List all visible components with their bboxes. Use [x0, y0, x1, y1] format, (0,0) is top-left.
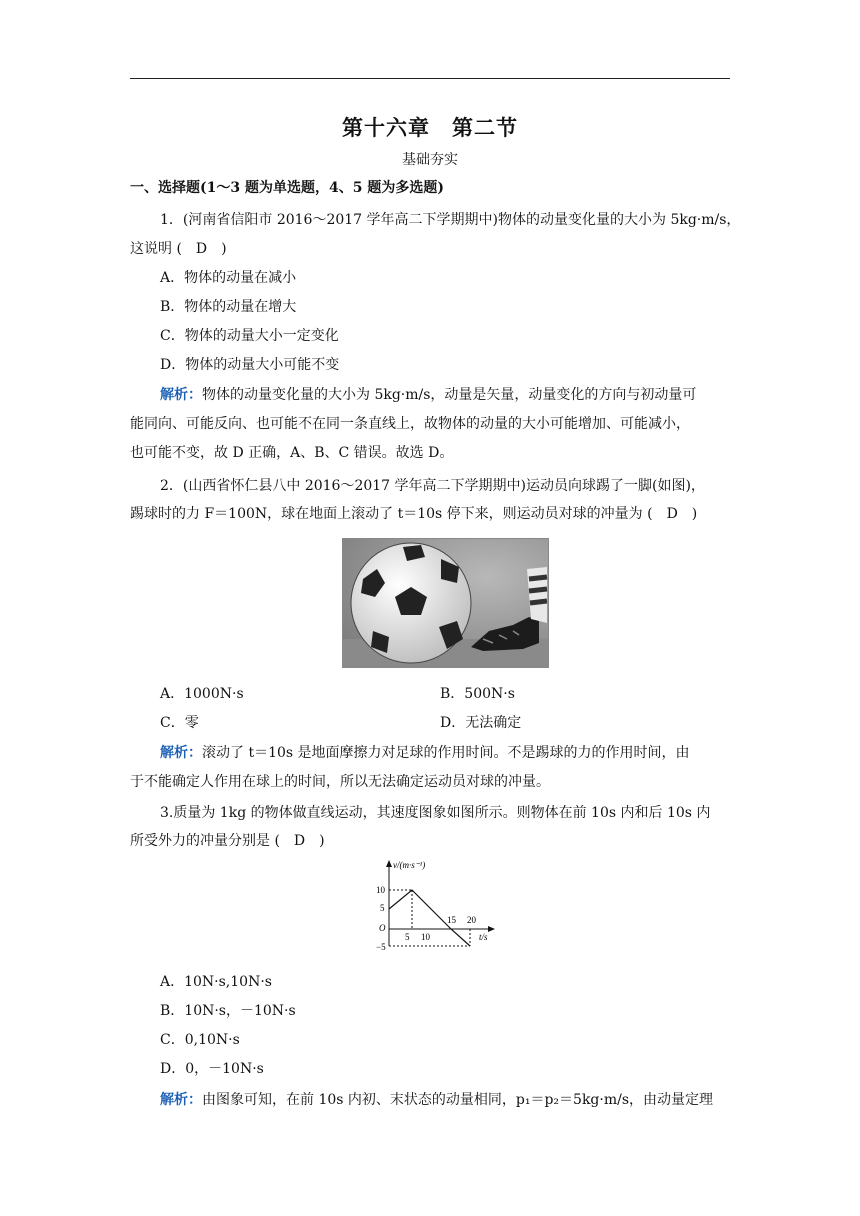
y-tick-5: 5	[380, 903, 385, 913]
q1-option-c: C．物体的动量大小一定变化	[160, 328, 339, 344]
q2-option-a: A．1000N·s	[160, 686, 244, 702]
top-rule	[130, 78, 730, 79]
x-tick-15: 15	[447, 915, 456, 925]
q1-option-d: D．物体的动量大小可能不变	[160, 357, 340, 373]
soccer-ball-illustration	[343, 539, 548, 667]
q1-analysis-line3: 也可能不变，故 D 正确，A、B、C 错误。故选 D。	[130, 445, 454, 461]
q3-analysis-line1	[160, 1090, 713, 1110]
q1-analysis-line2: 能同向、可能反向、也可能不在同一条直线上，故物体的动量的大小可能增加、可能减小，	[130, 416, 690, 432]
x-axis-arrow-icon	[488, 926, 495, 932]
y-axis-label: v/(m·s⁻¹)	[393, 860, 426, 870]
q2-analysis-line1	[160, 743, 690, 763]
analysis-text: 滚动了 t＝10s 是地面摩擦力对足球的作用时间。不是踢球的力的作用时间，由	[202, 745, 690, 761]
section-subtitle: 基础夯实	[402, 152, 458, 168]
x-tick-20: 20	[467, 915, 476, 925]
analysis-label: 解析：	[160, 1092, 202, 1108]
x-tick-10: 10	[421, 932, 430, 942]
q3-option-b: B．10N·s，－10N·s	[160, 1003, 296, 1019]
q2-stem-line1: 2．(山西省怀仁县八中 2016～2017 学年高二下学期期中)运动员向球踢了一脚(如图)，	[160, 478, 705, 494]
analysis-label: 解析：	[160, 387, 202, 403]
q3-stem-line1: 3.质量为 1kg 的物体做直线运动，其速度图象如图所示。则物体在前 10s 内和后 10s 内	[160, 805, 711, 821]
q2-analysis-line2: 于不能确定人作用在球上的时间，所以无法确定运动员对球的冲量。	[130, 774, 550, 790]
velocity-time-graph	[367, 858, 497, 958]
q3-stem-line2: 所受外力的冲量分别是 ( D )	[130, 833, 325, 849]
analysis-text: 物体的动量变化量的大小为 5kg·m/s，动量是矢量，动量变化的方向与初动量可	[202, 387, 697, 403]
q1-option-a: A．物体的动量在减小	[160, 270, 297, 286]
q2-option-b: B．500N·s	[440, 686, 515, 702]
vt-graph-svg	[367, 858, 497, 958]
y-tick-neg5: −5	[376, 942, 386, 952]
soccer-kick-photo	[342, 538, 549, 668]
y-axis-arrow-icon	[386, 860, 392, 867]
y-tick-10: 10	[376, 885, 385, 895]
q1-analysis-line1	[160, 385, 696, 405]
q2-option-d: D．无法确定	[440, 715, 522, 731]
q1-stem-line1: 1．(河南省信阳市 2016～2017 学年高二下学期期中)物体的动量变化量的大小为 5kg·m/s，	[160, 212, 741, 228]
origin-label: O	[379, 923, 386, 933]
q2-stem-line2: 踢球时的力 F＝100N，球在地面上滚动了 t＝10s 停下来，则运动员对球的冲量为 ( D )	[130, 506, 698, 522]
x-tick-5: 5	[405, 932, 410, 942]
x-axis-label: t/s	[479, 932, 488, 942]
chapter-title: 第十六章 第二节	[342, 115, 518, 140]
q1-option-b: B．物体的动量在增大	[160, 299, 297, 315]
q3-option-a: A．10N·s,10N·s	[160, 974, 272, 990]
q3-option-c: C．0,10N·s	[160, 1032, 240, 1048]
analysis-label: 解析：	[160, 745, 202, 761]
section-heading: 一、选择题(1～3 题为单选题，4、5 题为多选题)	[130, 180, 444, 196]
q3-option-d: D．0，－10N·s	[160, 1061, 264, 1077]
q1-stem-line2: 这说明 ( D )	[130, 241, 227, 257]
q2-option-c: C．零	[160, 715, 199, 731]
analysis-text: 由图象可知，在前 10s 内初、末状态的动量相同，p₁＝p₂＝5kg·m/s，由动量定理	[202, 1092, 714, 1108]
